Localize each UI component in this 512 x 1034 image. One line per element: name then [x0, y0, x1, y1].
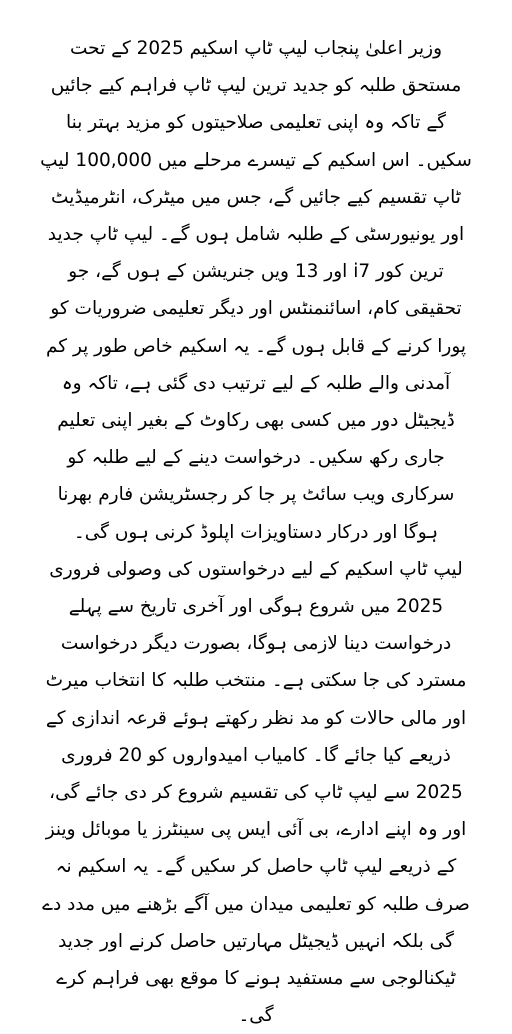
- article-body: [40, 30, 472, 1034]
- paragraph-application-process: لیپ ٹاپ اسکیم کے لیے درخواستوں کی وصولی فروری 2025 میں شروع ہوگی اور آخری تاریخ سے پہلے درخواست دینا لازمی ہوگا، بصورت دیگر درخواست مسترد کی جا سکتی ہے۔ منتخب طلبہ کا انتخاب میرٹ اور مالی حالات کو مد نظر رکھتے ہوئے قرعہ اندازی کے ذریعے کیا جائے گا۔ کامیاب امیدواروں کو 20 فروری 2025 سے لیپ ٹاپ کی تقسیم شروع کر دی جائے گی، اور وہ اپنے ادارے، بی آئی ایس پی سینٹرز یا موبائل وینز کے ذریعے لیپ ٹاپ حاصل کر سکیں گے۔ یہ اسکیم نہ صرف طلبہ کو تعلیمی میدان میں آگے بڑھنے میں مدد دے گی بلکہ انہیں ڈیجیٹل مہارتیں حاصل کرنے اور جدید ٹیکنالوجی سے مستفید ہونے کا موقع بھی فراہم کرے گی۔: [42, 558, 470, 1027]
- paragraph-laptop-scheme-overview: وزیر اعلیٰ پنجاب لیپ ٹاپ اسکیم 2025 کے تحت مستحق طلبہ کو جدید ترین لیپ ٹاپ فراہم کیے جائیں گے تاکہ وہ اپنی تعلیمی صلاحیتوں کو مزید بہتر بنا سکیں۔ اس اسکیم کے تیسرے مرحلے میں 100,000 لیپ ٹاپ تقسیم کیے جائیں گے، جس میں میٹرک، انٹرمیڈیٹ اور یونیورسٹی کے طلبہ شامل ہوں گے۔ لیپ ٹاپ جدید ترین کور i7 اور 13 ویں جنریشن کے ہوں گے، جو تحقیقی کام، اسائنمنٹس اور دیگر تعلیمی ضروریات کو پورا کرنے کے قابل ہوں گے۔ یہ اسکیم خاص طور پر کم آمدنی والے طلبہ کے لیے ترتیب دی گئی ہے، تاکہ وہ ڈیجیٹل دور میں کسی بھی رکاوٹ کے بغیر اپنی تعلیم جاری رکھ سکیں۔ درخواست دینے کے لیے طلبہ کو سرکاری ویب سائٹ پر جا کر رجسٹریشن فارم بھرنا ہوگا اور درکار دستاویزات اپلوڈ کرنی ہوں گی۔: [40, 38, 472, 543]
